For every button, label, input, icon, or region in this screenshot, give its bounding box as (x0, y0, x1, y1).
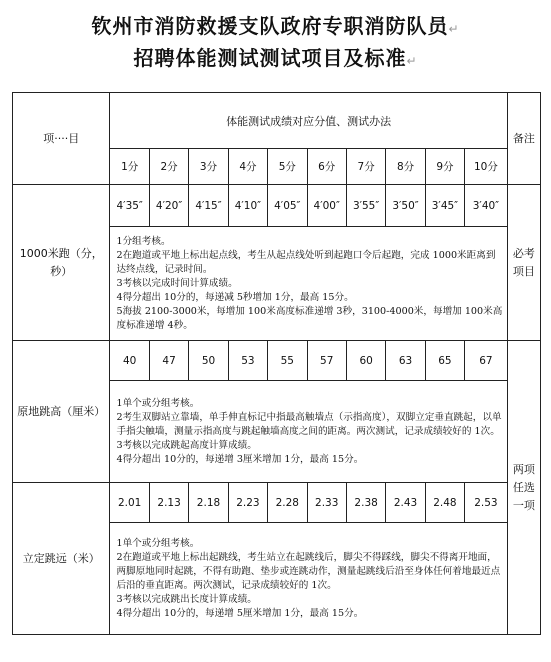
score-header: 1分 (110, 149, 149, 185)
method-line: 5海拔 2100-3000米，每增加 100米高度标准递增 3秒，3100-4000米，每增加 100米高度标准递增 4秒。 (116, 305, 503, 331)
run-value: 4′15″ (189, 185, 228, 227)
long-jump-value: 2.53 (465, 483, 508, 523)
long-jump-values-row (13, 483, 541, 523)
score-header: 6分 (307, 149, 346, 185)
method-line: 3考核以完成跳出长度计算成绩。 (116, 593, 257, 605)
method-line: 2考生双脚站立靠墙，单手伸直标记中指最高触墙点（示指高度），双脚立定垂直跳起，以单手指尖触墙，测量示指高度与跳起触墙高度之间的距离。两次测试，记录成绩较好的 1次。 (116, 411, 502, 437)
method-line: 4得分超出 10分的，每递增 5厘米增加 1分，最高 15分。 (116, 607, 364, 619)
long-jump-value: 2.01 (110, 483, 149, 523)
method-line: 1分组考核。 (116, 235, 171, 247)
long-jump-value: 2.33 (307, 483, 346, 523)
jump-high-value: 53 (228, 341, 267, 381)
score-header: 5分 (268, 149, 307, 185)
note-column-header: 备注 (507, 93, 540, 185)
run-value: 3′45″ (425, 185, 464, 227)
jump-high-method-text (110, 381, 507, 483)
run-item-name: 1000米跑（分，秒） (13, 185, 110, 341)
score-header: 2分 (149, 149, 188, 185)
jump-high-value: 50 (189, 341, 228, 381)
score-header: 8分 (386, 149, 425, 185)
method-line: 3考核以完成跳起高度计算成绩。 (116, 439, 257, 451)
jump-high-value: 40 (110, 341, 149, 381)
long-jump-value: 2.38 (346, 483, 385, 523)
jump-high-value: 55 (268, 341, 307, 381)
score-header: 9分 (425, 149, 464, 185)
title-line2-text: 招聘体能测试测试项目及标准 (133, 46, 407, 70)
document-title-line1 (0, 10, 551, 39)
run-method-text (110, 227, 507, 341)
run-value: 4′00″ (307, 185, 346, 227)
long-jump-value: 2.23 (228, 483, 267, 523)
method-line: 1单个或分组考核。 (116, 537, 200, 549)
long-jump-value: 2.28 (268, 483, 307, 523)
jump-high-values-row (13, 341, 541, 381)
method-line: 2在跑道或平地上标出起跳线，考生站立在起跳线后，脚尖不得踩线，脚尖不得离开地面，两脚原地同时起跳，不得有助跑、垫步或连跳动作，测量起跳线后沿至身体任何着地最近点后沿的垂直距离。两次测试，记录成绩较好的 1次。 (116, 551, 501, 591)
score-header: 10分 (465, 149, 508, 185)
document-title-line2 (0, 42, 551, 71)
jump-high-value: 65 (425, 341, 464, 381)
paragraph-mark-icon: ↵ (448, 22, 460, 36)
run-value: 4′20″ (149, 185, 188, 227)
score-header: 7分 (346, 149, 385, 185)
run-value: 4′10″ (228, 185, 267, 227)
jump-high-value: 67 (465, 341, 508, 381)
run-note: 必考项目 (507, 185, 540, 341)
header-row (13, 93, 541, 149)
long-jump-item-name: 立定跳远（米） (13, 483, 110, 635)
run-value: 3′40″ (465, 185, 508, 227)
run-value: 3′50″ (386, 185, 425, 227)
jump-high-value: 47 (149, 341, 188, 381)
method-line: 4得分超出 10分的，每递减 5秒增加 1分，最高 15分。 (116, 291, 354, 303)
choice-note: 两项任选一项 (507, 341, 540, 635)
jump-high-value: 63 (386, 341, 425, 381)
score-header: 4分 (228, 149, 267, 185)
paragraph-mark-icon: ↵ (406, 54, 418, 68)
method-line: 3考核以完成时间计算成绩。 (116, 277, 238, 289)
long-jump-value: 2.43 (386, 483, 425, 523)
long-jump-value: 2.48 (425, 483, 464, 523)
title-line1-text: 钦州市消防救援支队政府专职消防队员 (91, 14, 449, 38)
run-value: 4′35″ (110, 185, 149, 227)
jump-high-value: 57 (307, 341, 346, 381)
item-column-header: 项····目 (13, 93, 110, 185)
main-column-header: 体能测试成绩对应分值、测试办法 (110, 93, 507, 149)
run-values-row (13, 185, 541, 227)
run-value: 3′55″ (346, 185, 385, 227)
score-header: 3分 (189, 149, 228, 185)
method-line: 4得分超出 10分的，每递增 3厘米增加 1分，最高 15分。 (116, 453, 364, 465)
long-jump-value: 2.18 (189, 483, 228, 523)
long-jump-value: 2.13 (149, 483, 188, 523)
run-value: 4′05″ (268, 185, 307, 227)
long-jump-method-text (110, 523, 507, 635)
fitness-standards-table (12, 92, 541, 635)
method-line: 1单个或分组考核。 (116, 397, 200, 409)
method-line: 2在跑道或平地上标出起点线，考生从起点线处听到起跑口令后起跑，完成 1000米距离到达终点线，记录时间。 (116, 249, 496, 275)
jump-high-value: 60 (346, 341, 385, 381)
jump-high-item-name: 原地跳高（厘米） (13, 341, 110, 483)
